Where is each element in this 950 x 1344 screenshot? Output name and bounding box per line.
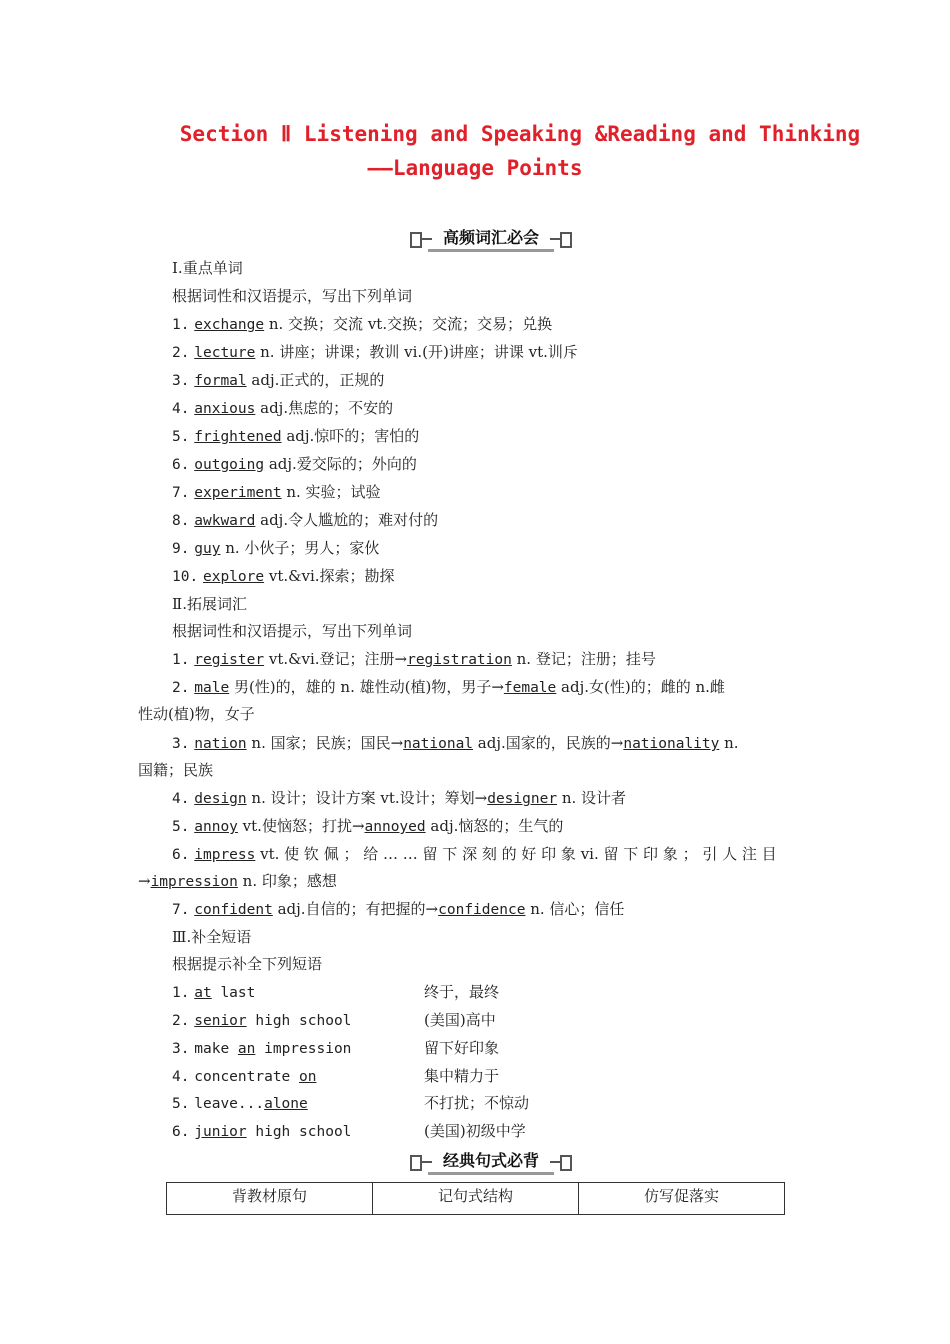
answer-word: lecture: [194, 345, 256, 361]
list-item: 5. annoy vt.使恼怒；打扰→annoyed adj.恼怒的；生气的: [172, 817, 564, 835]
phrase-item: 6. junior high school: [172, 1124, 352, 1140]
table-header-cell: 记句式结构: [373, 1183, 579, 1215]
vocab-banner: [410, 227, 572, 251]
phrase-item: 4. concentrate on: [172, 1069, 317, 1085]
list-item: 8. awkward adj.令人尴尬的；难对付的: [172, 511, 439, 529]
list-item: 5. frightened adj.惊吓的；害怕的: [172, 427, 420, 445]
list-item: 2. male 男(性)的，雄的 n. 雄性动(植)物，男子→female adj.女(性)的；雌的 n.雌: [172, 678, 725, 696]
part3-instruction: 根据提示补全下列短语: [172, 955, 323, 973]
phrase-meaning: 留下好印象: [424, 1039, 500, 1057]
phrase-item: 3. make an impression: [172, 1041, 352, 1057]
list-item: 6. impress vt. 使 钦 佩 ； 给 … … 留 下 深 刻 的 好 印 象 vi. 留 下 印 象 ； 引 人 注 目: [172, 845, 777, 863]
list-item: 6. outgoing adj.爱交际的；外向的: [172, 455, 417, 473]
sentence-banner-label: 经典句式必背: [432, 1150, 550, 1172]
list-item: 7. experiment n. 实验；试验: [172, 483, 381, 501]
page-subtitle: ——Language Points: [367, 156, 583, 180]
part1-heading: Ⅰ.重点单词: [172, 259, 243, 277]
list-item: 1. exchange n. 交换；交流 vt.交换；交流；交易；兑换: [172, 315, 553, 333]
phrase-item: 5. leave...alone: [172, 1096, 308, 1112]
list-item: 4. anxious adj.焦虑的；不安的: [172, 399, 394, 417]
table-header-cell: 背教材原句: [167, 1183, 373, 1215]
phrase-meaning: 不打扰；不惊动: [424, 1094, 530, 1112]
list-item: 4. design n. 设计；设计方案 vt.设计；筹划→designer n. 设计者: [172, 789, 627, 807]
answer-word: experiment: [194, 485, 282, 501]
answer-word: outgoing: [194, 457, 265, 473]
list-item: 7. confident adj.自信的；有把握的→confidence n. 信心；信任: [172, 900, 625, 918]
vocab-banner-label: 高频词汇必会: [432, 227, 550, 249]
sentence-table: [166, 1182, 785, 1215]
answer-word: frightened: [194, 429, 282, 445]
phrase-meaning: 终于，最终: [424, 983, 500, 1001]
answer-word: anxious: [194, 401, 256, 417]
list-item: 9. guy n. 小伙子；男人；家伙: [172, 539, 380, 557]
part2-instruction: 根据词性和汉语提示，写出下列单词: [172, 622, 413, 640]
part2-heading: Ⅱ.拓展词汇: [172, 595, 247, 613]
answer-word: guy: [194, 541, 221, 557]
list-item: 1. register vt.&vi.登记；注册→registration n. 登记；注册；挂号: [172, 650, 656, 668]
phrase-meaning: 集中精力于: [424, 1067, 500, 1085]
answer-word: awkward: [194, 513, 256, 529]
part1-instruction: 根据词性和汉语提示，写出下列单词: [172, 287, 413, 305]
list-item: 10. explore vt.&vi.探索；勘探: [172, 567, 395, 585]
answer-word: exchange: [194, 317, 265, 333]
answer-word: explore: [202, 569, 265, 585]
page-title: Section Ⅱ Listening and Speaking &Reading and Thinking: [179, 122, 861, 146]
answer-word: formal: [194, 373, 247, 389]
table-header-cell: 仿写促落实: [579, 1183, 785, 1215]
list-item-continuation: →impression n. 印象；感想: [138, 872, 337, 890]
phrase-item: 2. senior high school: [172, 1013, 352, 1029]
list-item: 3. nation n. 国家；民族；国民→national adj.国家的，民族的→nationality n.: [172, 734, 739, 752]
phrase-meaning: (美国)初级中学: [424, 1122, 526, 1140]
list-item-continuation: 性动(植)物，女子: [138, 705, 255, 723]
sentence-banner: [410, 1150, 572, 1174]
list-item-continuation: 国籍；民族: [138, 761, 214, 779]
part3-heading: Ⅲ.补全短语: [172, 928, 252, 946]
list-item: 3. formal adj.正式的，正规的: [172, 371, 385, 389]
phrase-item: 1. at last: [172, 985, 256, 1001]
phrase-meaning: (美国)高中: [424, 1011, 496, 1029]
list-item: 2. lecture n. 讲座；讲课；教训 vi.(开)讲座；讲课 vt.训斥: [172, 343, 578, 361]
